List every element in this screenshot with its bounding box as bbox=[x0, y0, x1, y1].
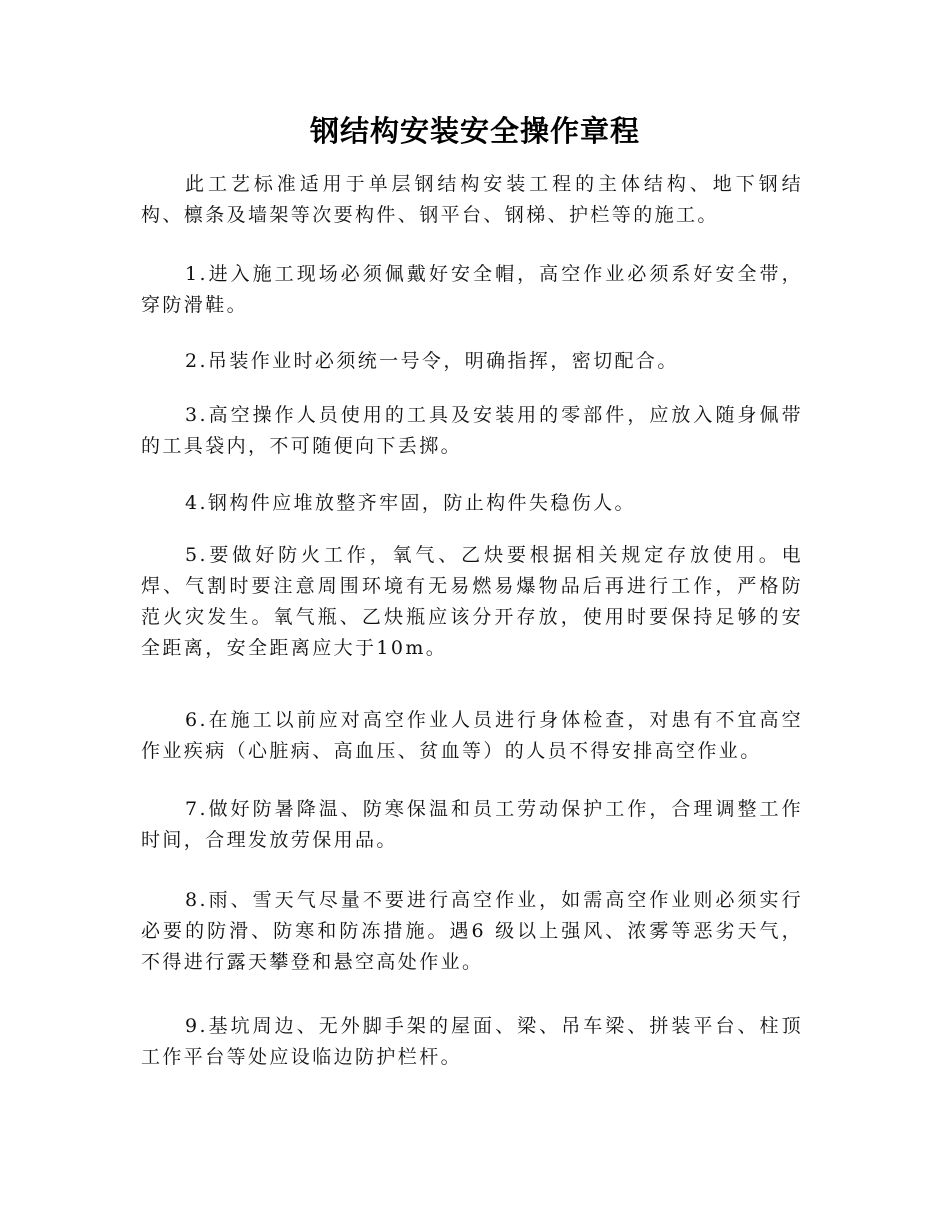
rule-item-7: 7.做好防暑降温、防寒保温和员工劳动保护工作，合理调整工作时间，合理发放劳保用品。 bbox=[141, 798, 803, 851]
rule-item-1: 1.进入施工现场必须佩戴好安全帽，高空作业必须系好安全带，穿防滑鞋。 bbox=[141, 263, 803, 316]
document-title: 钢结构安装安全操作章程 bbox=[309, 114, 640, 148]
rule-item-8: 8.雨、雪天气尽量不要进行高空作业，如需高空作业则必须实行必要的防滑、防寒和防冻措施。遇6 级以上强风、浓雾等恶劣天气，不得进行露天攀登和悬空高处作业。 bbox=[141, 889, 803, 973]
rule-item-2: 2.吊装作业时必须统一号令，明确指挥，密切配合。 bbox=[185, 350, 679, 372]
rule-item-3: 3.高空操作人员使用的工具及安装用的零部件，应放入随身佩带的工具袋内，不可随便向下丢掷。 bbox=[141, 404, 803, 457]
rule-item-6: 6.在施工以前应对高空作业人员进行身体检查，对患有不宜高空作业疾病（心脏病、高血压、贫血等）的人员不得安排高空作业。 bbox=[141, 709, 803, 762]
rule-item-5: 5.要做好防火工作，氧气、乙炔要根据相关规定存放使用。电焊、气割时要注意周围环境有无易燃易爆物品后再进行工作，严格防范火灾发生。氧气瓶、乙炔瓶应该分开存放，使用时要保持足够的安全距离，安全距离应大于10m。 bbox=[141, 544, 803, 659]
rule-item-9: 9.基坑周边、无外脚手架的屋面、梁、吊车梁、拼装平台、柱顶工作平台等处应设临边防护栏杆。 bbox=[141, 1015, 803, 1068]
intro-paragraph: 此工艺标准适用于单层钢结构安装工程的主体结构、地下钢结构、檩条及墙架等次要构件、钢平台、钢梯、护栏等的施工。 bbox=[141, 173, 803, 226]
rule-item-4: 4.钢构件应堆放整齐牢固，防止构件失稳伤人。 bbox=[185, 492, 636, 514]
